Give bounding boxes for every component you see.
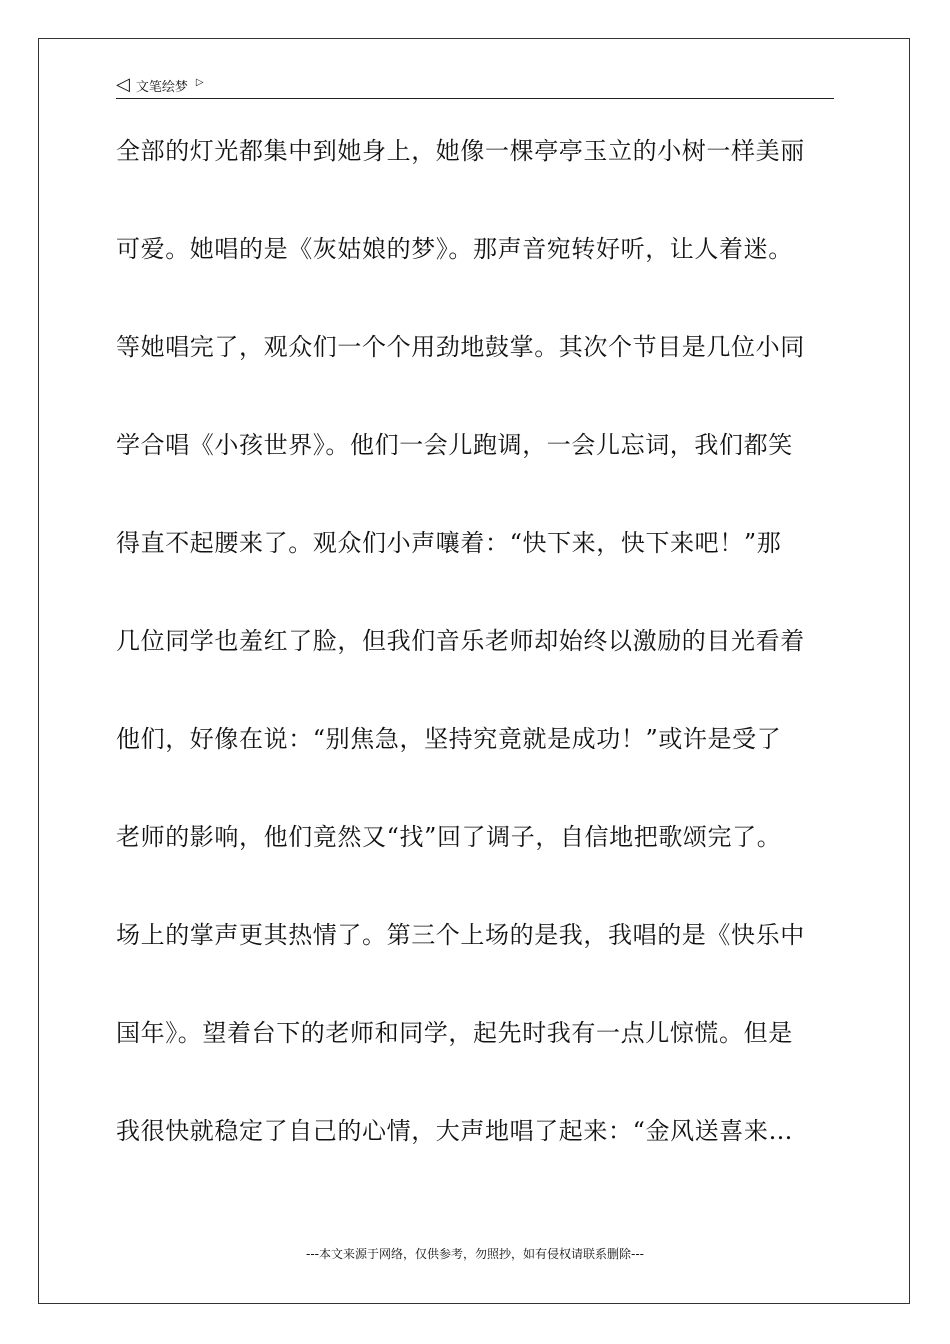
text-line: 我很快就稳定了自己的心情，大声地唱了起来：“金风送喜来… xyxy=(116,1117,794,1145)
text-line: 场上的掌声更其热情了。第三个上场的是我，我唱的是《快乐中 xyxy=(116,921,805,949)
text-line: 老师的影响，他们竟然又“找”回了调子，自信地把歌颂完了。 xyxy=(116,823,782,851)
text-line: 全部的灯光都集中到她身上，她像一棵亭亭玉立的小树一样美丽 xyxy=(116,137,805,165)
page-footer: ---本文来源于网络，仅供参考，勿照抄，如有侵权请联系删除--- xyxy=(306,1247,644,1261)
body-text xyxy=(116,124,836,1202)
text-line: 几位同学也羞红了脸，但我们音乐老师却始终以激励的目光看着 xyxy=(116,627,805,655)
text-line: 等她唱完了，观众们一个个用劲地鼓掌。其次个节目是几位小同 xyxy=(116,333,805,361)
left-triangle-icon: ◁ xyxy=(116,74,130,95)
text-line: 得直不起腰来了。观众们小声嚷着：“快下来，快下来吧！”那 xyxy=(116,529,782,557)
right-triangle-icon: ▷ xyxy=(195,76,204,88)
header-title: 文笔绘梦 xyxy=(135,79,188,95)
text-line: 学合唱《小孩世界》。他们一会儿跑调，一会儿忘词，我们都笑 xyxy=(116,431,793,459)
page-header xyxy=(116,72,834,99)
text-line: 可爱。她唱的是《灰姑娘的梦》。那声音宛转好听，让人着迷。 xyxy=(116,235,793,263)
text-line: 国年》。望着台下的老师和同学，起先时我有一点儿惊慌。但是 xyxy=(116,1019,793,1047)
text-line: 他们，好像在说：“别焦急，坚持究竟就是成功！”或许是受了 xyxy=(116,725,782,753)
